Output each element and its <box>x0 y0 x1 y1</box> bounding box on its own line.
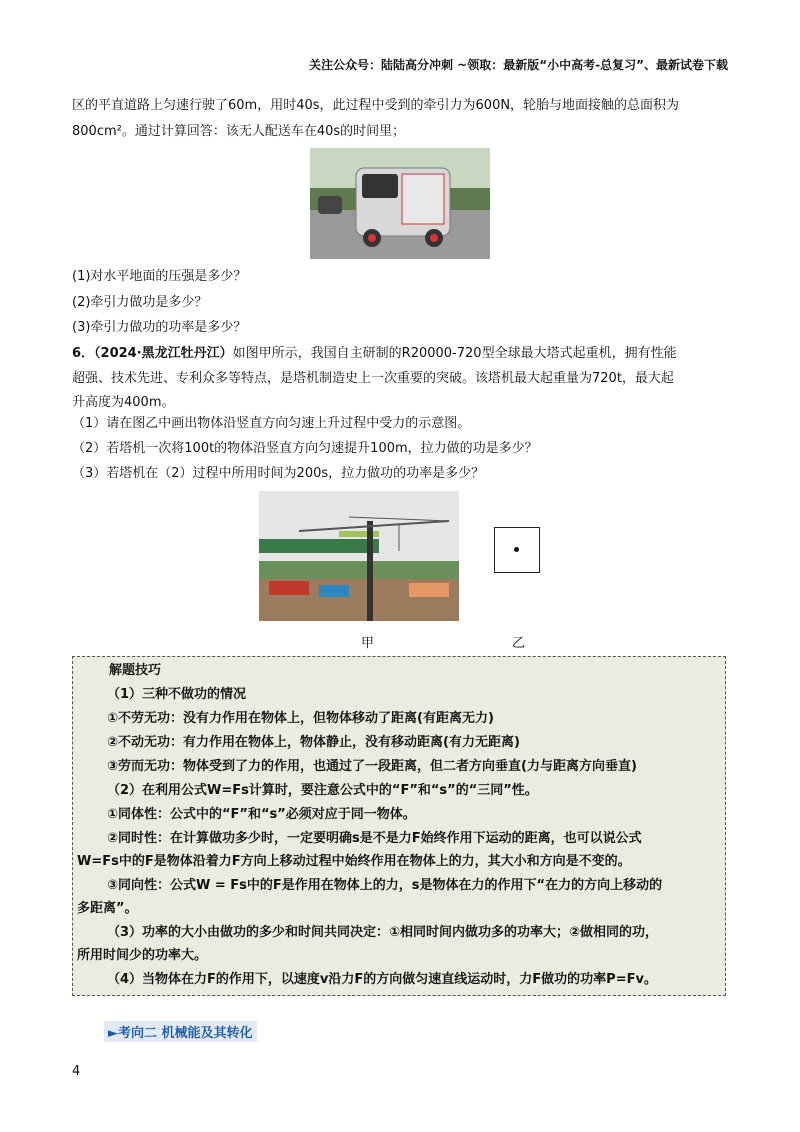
tips-line: W=Fs中的F是物体沿着力F方向上移动过程中始终作用在物体上的力，其大小和方向是不变的。 <box>77 854 631 869</box>
q6-sub-1: （1）请在图乙中画出物体沿竖直方向匀速上升过程中受力的示意图。 <box>72 416 471 431</box>
tips-line: 多距离”。 <box>77 901 138 916</box>
q6-line-3: 升高度为400m。 <box>72 395 175 410</box>
page-header: 关注公众号：陆陆高分冲刺 ~领取：最新版“小中高考-总复习”、最新试卷下载 <box>309 58 728 72</box>
q6-sub-3: （3）若塔机在（2）过程中所用时间为200s，拉力做功的功率是多少？ <box>72 466 485 481</box>
q6-line-1 <box>72 344 732 364</box>
tips-line: ③同向性：公式W = Fs中的F是作用在物体上的力，s是物体在力的作用下“在力的方向上移动的 <box>107 878 663 893</box>
q6-text-1: 如图甲所示，我国自主研制的R20000-720型全球最大塔式起重机，拥有性能 <box>232 346 677 361</box>
intro-line-2: 800cm²。通过计算回答：该无人配送车在40s的时间里； <box>72 124 406 139</box>
tips-line: ①同体性：公式中的“F”和“s”必须对应于同一物体。 <box>107 807 416 822</box>
q5-sub-1: (1)对水平地面的压强是多少？ <box>72 269 247 284</box>
caption-a: 甲 <box>361 636 375 651</box>
tips-line: 所用时间少的功率大。 <box>77 948 208 963</box>
object-dot <box>514 547 519 552</box>
tips-line: （2）在利用公式W=Fs计算时，要注意公式中的“F”和“s”的“三同”性。 <box>107 783 538 798</box>
tips-line: ③劳而无功：物体受到了力的作用，也通过了一段距离，但二者方向垂直(力与距离方向垂直) <box>107 759 637 774</box>
q6-line-2: 超强、技术先进、专利众多等特点，是塔机制造史上一次重要的突破。该塔机最大起重量为720t，最大起 <box>72 371 674 386</box>
tips-line: （3）功率的大小由做功的多少和时间共同决定：①相同时间内做功多的功率大；②做相同的功， <box>107 925 659 940</box>
q5-sub-3: (3)牵引力做功的功率是多少？ <box>72 320 247 335</box>
q6-sub-2: （2）若塔机一次将100t的物体沿竖直方向匀速提升100m，拉力做的功是多少？ <box>72 441 538 456</box>
tips-box <box>72 656 726 996</box>
tips-line: ①不劳无功：没有力作用在物体上，但物体移动了距离(有距离无力) <box>107 711 494 726</box>
tower-crane-photo <box>259 491 459 621</box>
tips-line: （1）三种不做功的情况 <box>107 687 247 702</box>
delivery-robot-photo <box>310 148 490 259</box>
tips-line: （4）当物体在力F的作用下，以速度v沿力F的方向做匀速直线运动时，力F做功的功率P=Fv。 <box>107 972 657 987</box>
tips-title: 解题技巧 <box>109 663 162 678</box>
page-number: 4 <box>72 1064 81 1079</box>
q6-number: 6．（2024·黑龙江牡丹江） <box>72 346 233 361</box>
tips-line: ②不动无功：有力作用在物体上，物体静止，没有移动距离(有力无距离) <box>107 735 520 750</box>
intro-line-1: 区的平直道路上匀速行驶了60m，用时40s，此过程中受到的牵引力为600N，轮胎与地面接触的总面积为 <box>72 98 680 113</box>
section-heading: ►考向二 机械能及其转化 <box>104 1021 257 1042</box>
q5-sub-2: (2)牵引力做功是多少？ <box>72 295 208 310</box>
tips-line: ②同时性：在计算做功多少时，一定要明确s是不是力F始终作用下运动的距离，也可以说公式 <box>107 831 642 846</box>
figure-b-box <box>494 527 540 573</box>
caption-b: 乙 <box>512 636 526 651</box>
